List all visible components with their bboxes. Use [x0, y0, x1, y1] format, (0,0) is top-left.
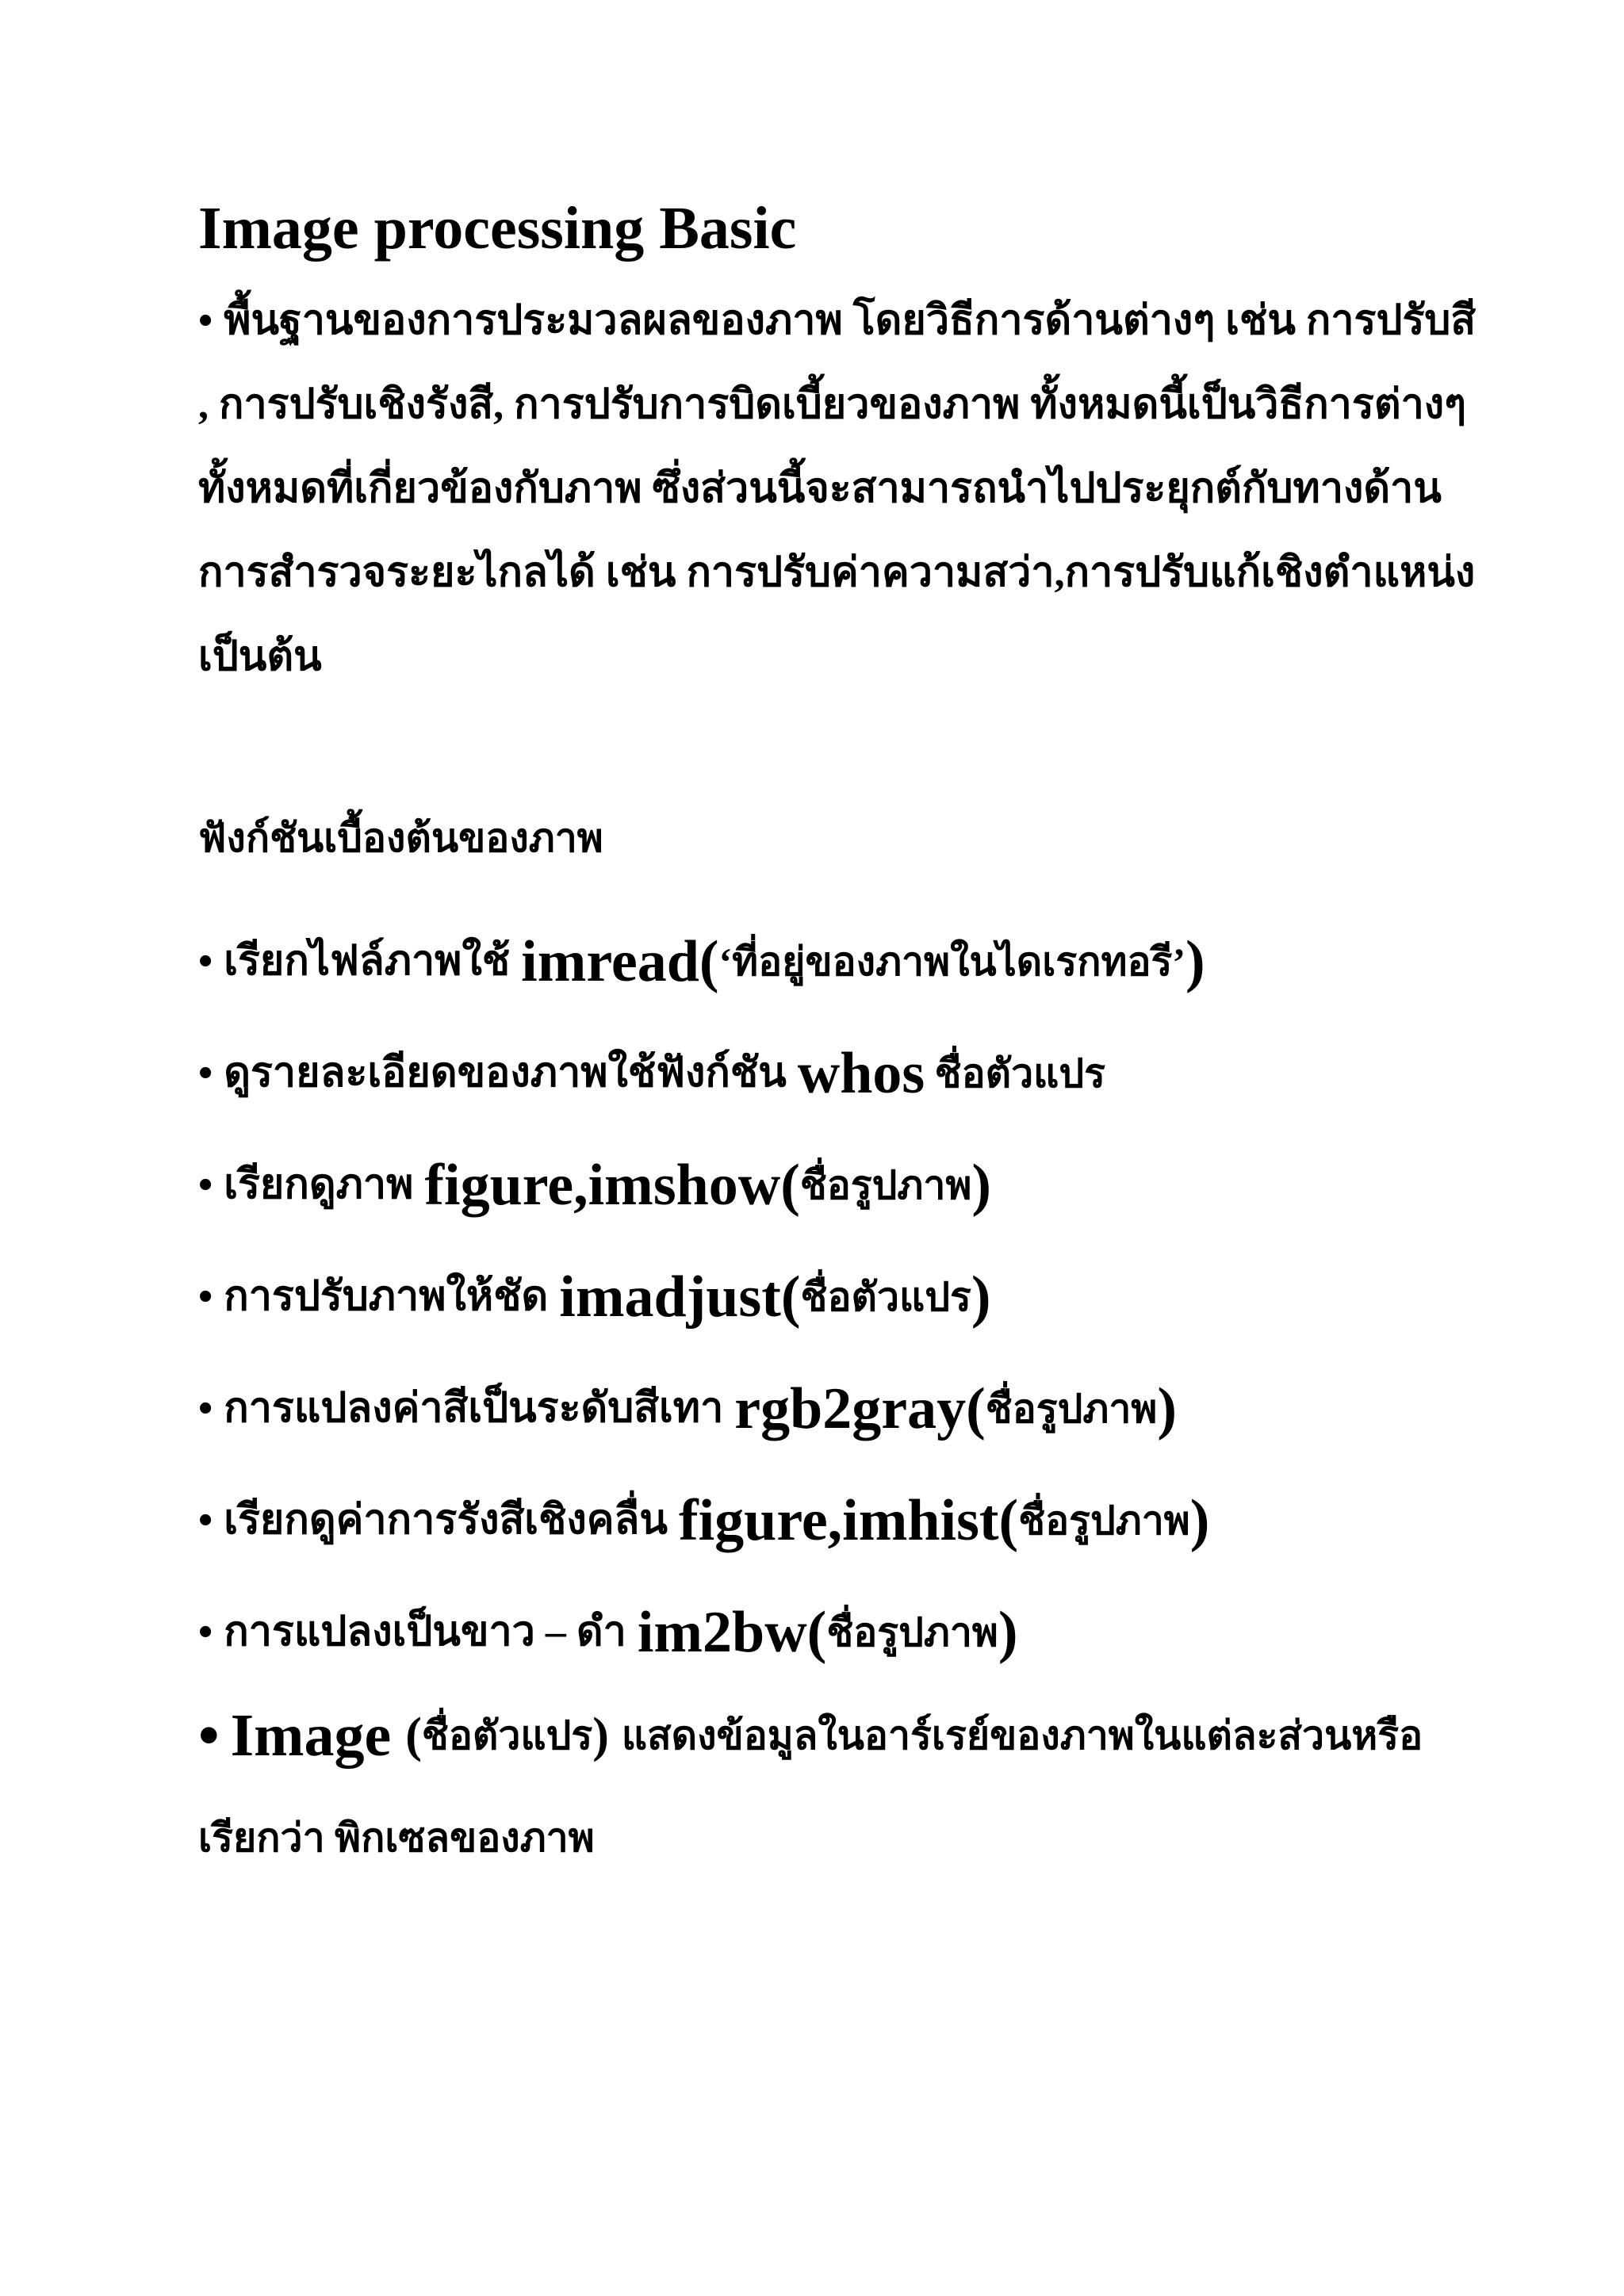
function-code: im2bw( — [637, 1599, 827, 1665]
intro-line-text: พื้นฐานของการประมวลผลของภาพ โดยวิธีการด้านต่างๆ เช่น การปรับสี — [224, 298, 1477, 343]
page-title: Image processing Basic — [198, 195, 797, 262]
function-argument: ชื่อรูปภาพ — [799, 1162, 972, 1207]
bullet-icon: • — [198, 938, 213, 984]
function-close-paren: ) — [1157, 1376, 1178, 1441]
intro-line — [198, 279, 1477, 363]
last-item-row — [198, 1696, 1451, 1775]
function-close-paren: ) — [1185, 928, 1205, 994]
intro-line: ทั้งหมดที่เกี่ยวข้องกับภาพ ซึ่งส่วนนี้จะสามารถนำไปประยุกต์กับทางด้าน — [198, 466, 1442, 511]
bullet-icon: • — [198, 298, 213, 343]
list-item — [198, 905, 1451, 1017]
function-argument: ชื่อรูปภาพ — [985, 1386, 1158, 1431]
list-item — [198, 1129, 1451, 1241]
function-code: imadjust( — [559, 1264, 801, 1330]
function-close-paren: ) — [1189, 1487, 1210, 1553]
function-argument: ชื่อรูปภาพ — [1018, 1498, 1190, 1543]
function-close-paren: ) — [971, 1152, 992, 1218]
intro-line: , การปรับเชิงรังสี, การปรับการบิดเบี้ยวของภาพ ทั้งหมดนี้เป็นวิธีการต่างๆ — [198, 382, 1467, 427]
function-list — [198, 905, 1451, 1688]
bullet-icon: • — [198, 1497, 213, 1543]
function-argument: ชื่อตัวแปร — [800, 1274, 971, 1319]
function-close-paren: ) — [971, 1264, 991, 1330]
function-close-paren: ) — [592, 1708, 609, 1762]
function-description: แสดงข้อมูลในอาร์เรย์ของภาพในแต่ละส่วนหรือ — [621, 1712, 1423, 1758]
function-code: rgb2gray( — [734, 1376, 986, 1441]
function-code: whos — [797, 1040, 925, 1106]
function-code: figure,imshow( — [424, 1152, 800, 1218]
function-description: เรียกไฟล์ภาพใช้ — [224, 938, 511, 984]
function-argument: ชื่อตัวแปร — [421, 1712, 593, 1758]
intro-paragraph — [198, 279, 1477, 699]
list-item — [198, 1576, 1451, 1688]
function-code: Image — [230, 1701, 392, 1769]
function-argument: ‘ที่อยู่ของภาพในไดเรกทอรี’ — [718, 939, 1185, 984]
bullet-icon: • — [198, 1609, 213, 1655]
function-code: imread( — [521, 928, 719, 994]
function-argument: ชื่อตัวแปร — [925, 1050, 1106, 1096]
function-description: การแปลงค่าสีเป็นระดับสีเทา — [224, 1385, 724, 1431]
function-description: เรียกดูค่าการรังสีเชิงคลื่น — [224, 1497, 668, 1543]
bullet-icon: • — [198, 1161, 213, 1207]
function-description: การแปลงเป็นขาว – ดำ — [224, 1609, 626, 1655]
bullet-icon: • — [198, 1050, 213, 1096]
intro-line: เป็นต้น — [198, 634, 322, 679]
intro-line: การสำรวจระยะไกลได้ เช่น การปรับค่าความสว่า,การปรับแก้เชิงตำแหน่ง — [198, 550, 1476, 595]
bullet-icon: • — [198, 1701, 220, 1769]
function-argument: ชื่อรูปภาพ — [826, 1609, 998, 1655]
section-heading: ฟังก์ชันเบื้องต้นของภาพ — [198, 816, 603, 860]
function-description: ดูรายละเอียดของภาพใช้ฟังก์ชัน — [224, 1050, 787, 1096]
list-item — [198, 1464, 1451, 1576]
list-item — [198, 1241, 1451, 1353]
function-code: figure,imhist( — [678, 1487, 1019, 1553]
list-item — [198, 1353, 1451, 1464]
function-open-paren: ( — [405, 1708, 422, 1762]
last-item-continuation: เรียกว่า พิกเซลของภาพ — [198, 1816, 595, 1860]
list-item-image — [198, 1696, 1451, 1869]
function-description: การปรับภาพให้ชัด — [224, 1273, 549, 1319]
function-description: เรียกดูภาพ — [224, 1161, 414, 1207]
list-item — [198, 1017, 1451, 1129]
document-content — [198, 195, 1477, 1869]
bullet-icon: • — [198, 1273, 213, 1319]
bullet-icon: • — [198, 1385, 213, 1431]
function-close-paren: ) — [998, 1599, 1018, 1665]
